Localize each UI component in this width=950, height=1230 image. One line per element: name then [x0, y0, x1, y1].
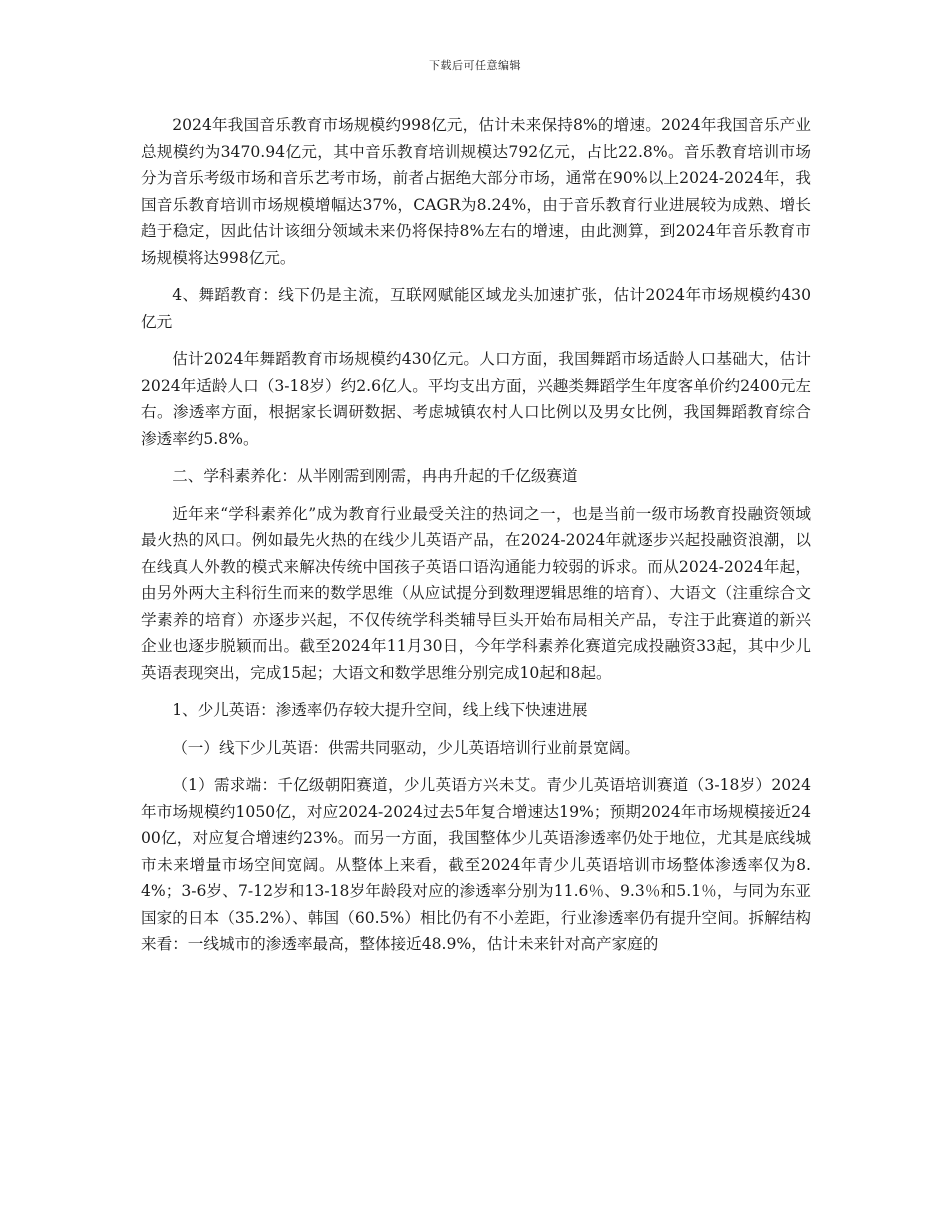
heading-kids-english: 1、少儿英语：渗透率仍存较大提升空间，线上线下快速进展 [172, 701, 588, 719]
page-header: 下载后可任意编辑 [429, 59, 521, 72]
paragraph-dance-education: 估计2024年舞蹈教育市场规模约430亿元。人口方面，我国舞蹈市场适龄人口基础大，估计2024年适龄人口（3-18岁）约2.6亿人。平均支出方面，兴趣类舞蹈学生年度客单价约2400元左右。渗透率方面，根据家长调研数据、考虑城镇农村人口比例以及男女比例，我国舞蹈教育综合渗透率约5.8%。 [141, 350, 811, 448]
paragraph-subject-literacy: 近年来“学科素养化”成为教育行业最受关注的热词之一，也是当前一级市场教育投融资领域最火热的风口。例如最先火热的在线少儿英语产品，在2024-2024年就逐步兴起投融资浪潮，以在线真人外教的模式来解决传统中国孩子英语口语沟通能力较弱的诉求。而从2024-2024年起，由另外两大主科衍生而来的数学思维（从应试提分到数理逻辑思维的培育）、大语文（注重综合文学素养的培育）亦逐步兴起，不仅传统学科类辅导巨头开始布局相关产品，专注于此赛道的新兴企业也逐步脱颖而出。截至2024年11月30日，今年学科素养化赛道完成投融资33起，其中少儿英语表现突出，完成15起；大语文和数学思维分别完成10起和8起。 [141, 504, 811, 682]
document-body [141, 112, 811, 958]
heading-dance-education: 4、舞蹈教育：线下仍是主流，互联网赋能区域龙头加速扩张，估计2024年市场规模约430亿元 [141, 286, 811, 331]
heading-offline-kids-english: （一）线下少儿英语：供需共同驱动，少儿英语培训行业前景宽阔。 [172, 738, 641, 757]
heading-subject-literacy: 二、学科素养化：从半刚需到刚需，冉冉升起的千亿级赛道 [172, 467, 578, 485]
paragraph-music-education: 2024年我国音乐教育市场规模约998亿元，估计未来保持8%的增速。2024年我国音乐产业总规模约为3470.94亿元，其中音乐教育培训规模达792亿元，占比22.8%。音乐教育培训市场分为音乐考级市场和音乐艺考市场，前者占据绝大部分市场，通常在90%以上2024-2024年，我国音乐教育培训市场规模增幅达37%，CAGR为8.24%，由于音乐教育行业进展较为成熟、增长趋于稳定，因此估计该细分领域未来仍将保持8%左右的增速，由此测算，到2024年音乐教育市场规模将达998亿元。 [141, 116, 811, 267]
paragraph-demand-side: （1）需求端：千亿级朝阳赛道，少儿英语方兴未艾。青少儿英语培训赛道（3-18岁）2024年市场规模约1050亿，对应2024-2024过去5年复合增速达19%；预期2024年市场规模接近2400亿，对应复合增速约23%。而另一方面，我国整体少儿英语渗透率仍处于地位，尤其是底线城市未来增量市场空间宽阔。从整体上来看，截至2024年青少儿英语培训市场整体渗透率仅为8.4%；3-6岁、7-12岁和13-18岁年龄段对应的渗透率分别为11.6％、9.3％和5.1％，与同为东亚国家的日本（35.2%）、韩国（60.5%）相比仍有不小差距，行业渗透率仍有提升空间。拆解结构来看：一线城市的渗透率最高，整体接近48.9%，估计未来针对高产家庭的 [141, 776, 811, 953]
